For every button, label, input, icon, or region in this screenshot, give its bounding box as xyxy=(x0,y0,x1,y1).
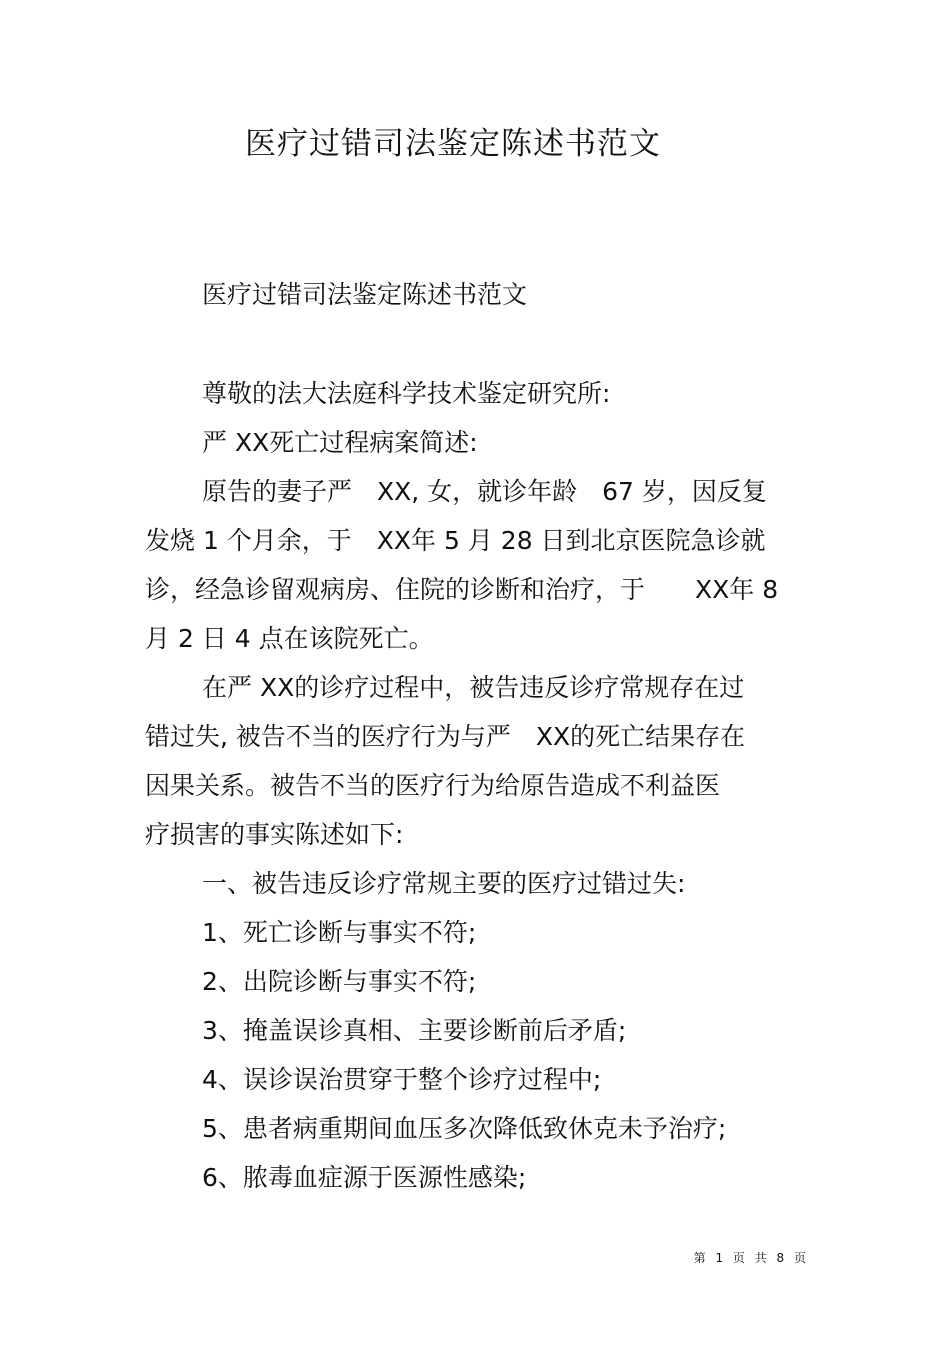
list-item: 4、误诊误治贯穿于整个诊疗过程中; xyxy=(202,1065,602,1094)
paragraph-line: 诊，经急诊留观病房、住院的诊断和治疗，于 XX年 8 xyxy=(145,575,779,604)
document-subtitle: 医疗过错司法鉴定陈述书范文 xyxy=(202,280,528,309)
list-item: 1、死亡诊断与事实不符; xyxy=(202,918,477,947)
paragraph-line: 月 2 日 4 点在该院死亡。 xyxy=(145,624,434,653)
paragraph-case-summary xyxy=(145,467,815,663)
list-heading: 一、被告违反诊疗常规主要的医疗过错过失: xyxy=(202,869,686,898)
paragraph-line: 在严 XX的诊疗过程中，被告违反诊疗常规存在过 xyxy=(202,673,745,702)
document-title: 医疗过错司法鉴定陈述书范文 xyxy=(245,126,661,162)
paragraph-line: 原告的妻子严 XX, 女，就诊年龄 67 岁，因反复 xyxy=(202,477,767,506)
paragraph-line: 错过失, 被告不当的医疗行为与严 XX的死亡结果存在 xyxy=(145,722,746,751)
paragraph-line: 因果关系。被告不当的医疗行为给原告造成不利益医 xyxy=(145,771,721,800)
list-item: 5、患者病重期间血压多次降低致休克未予治疗; xyxy=(202,1114,727,1143)
paragraph-line: 疗损害的事实陈述如下: xyxy=(145,820,404,849)
paragraph-line: 发烧 1 个月余，于 XX年 5 月 28 日到北京医院急诊就 xyxy=(145,526,766,555)
list-item: 3、掩盖误诊真相、主要诊断前后矛盾; xyxy=(202,1016,627,1045)
list-item: 6、脓毒血症源于医源性感染; xyxy=(202,1163,527,1192)
salutation: 尊敬的法大法庭科学技术鉴定研究所: xyxy=(202,379,611,408)
paragraph-fault-statement xyxy=(145,663,815,859)
page-number-footer: 第 1 页 共 8 页 xyxy=(693,1251,807,1265)
document-body xyxy=(145,270,815,1202)
section-heading: 严 XX死亡过程病案简述: xyxy=(202,428,478,457)
spacer xyxy=(145,319,815,369)
list-item: 2、出院诊断与事实不符; xyxy=(202,967,477,996)
